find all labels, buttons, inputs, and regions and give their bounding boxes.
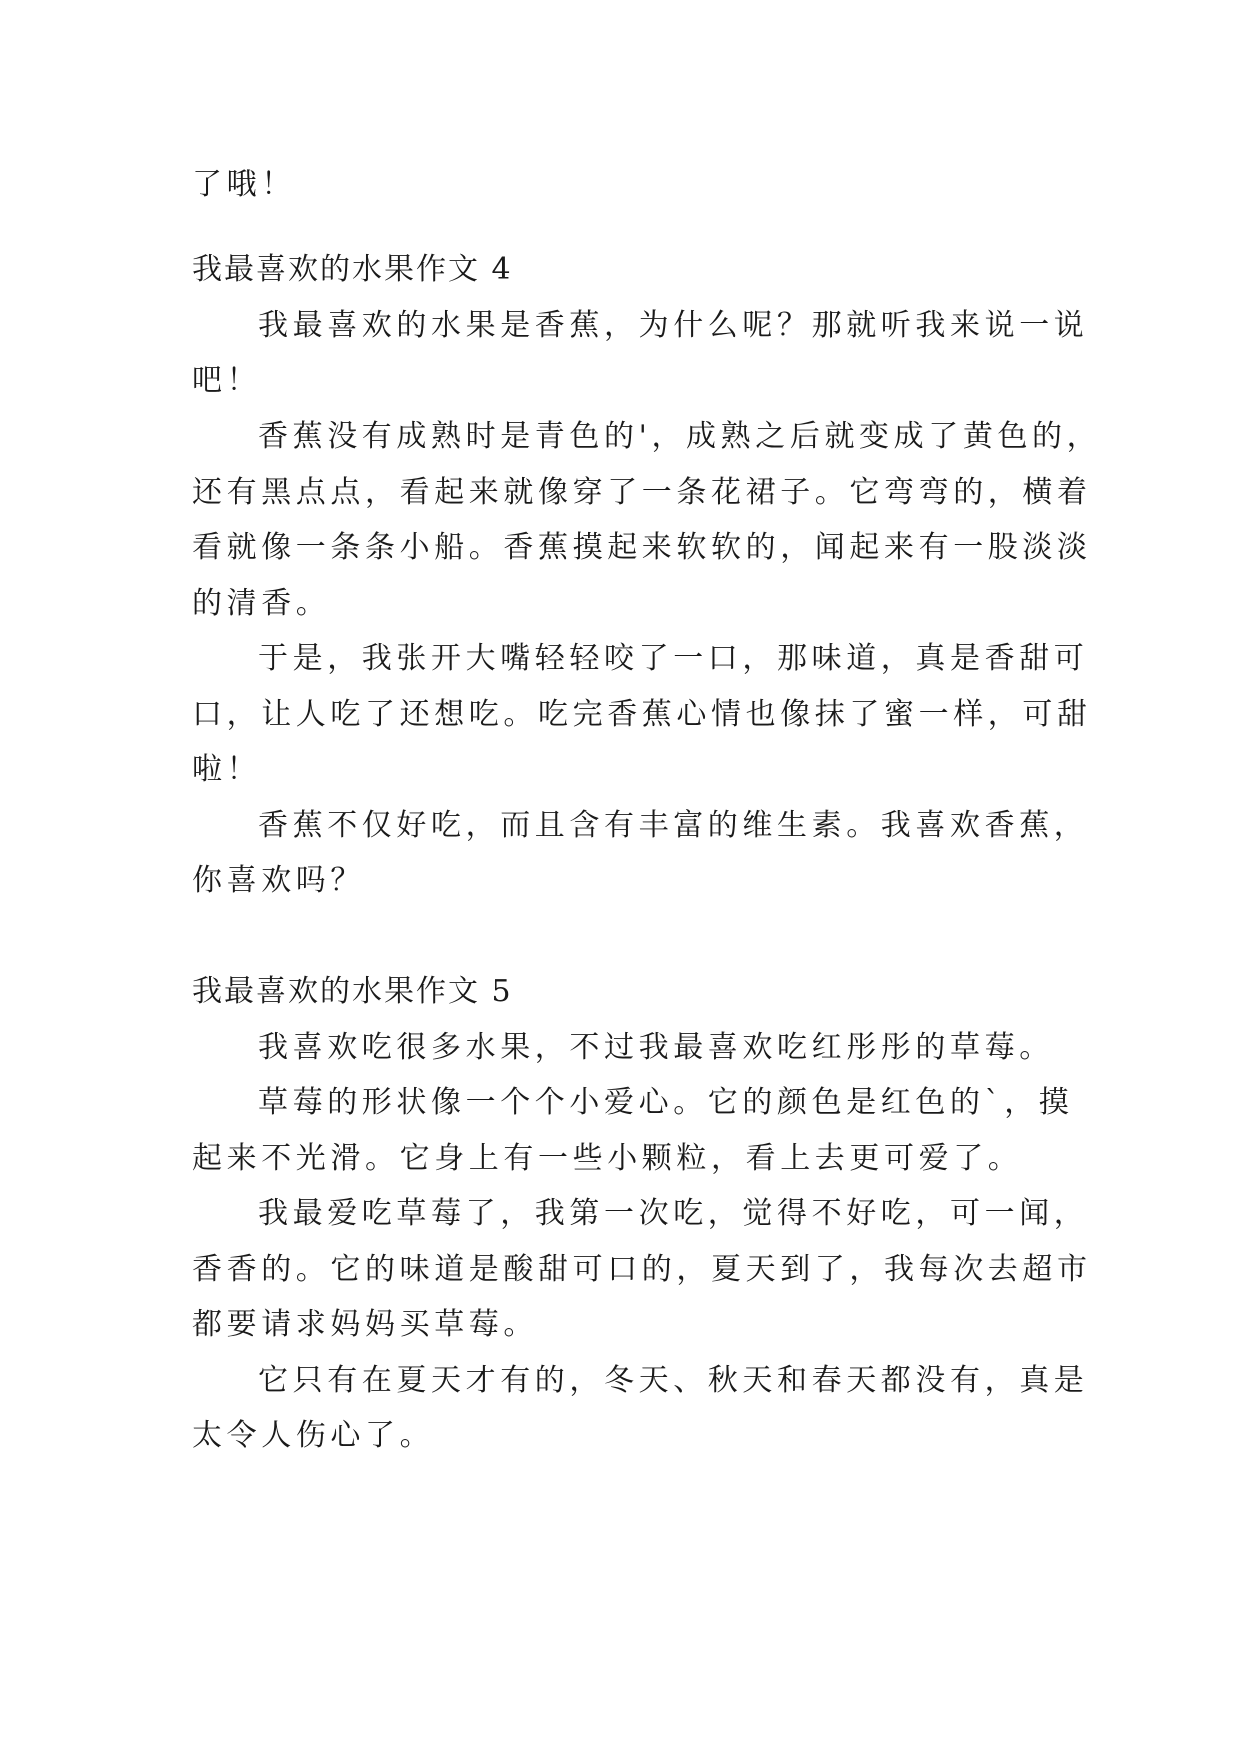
paragraph-line: 太令人伤心了。: [192, 1418, 435, 1453]
paragraph-line: 你喜欢吗？: [192, 863, 365, 898]
section-heading-4: 我最喜欢的水果作文 4: [192, 252, 513, 287]
paragraph-line: 还有黑点点，看起来就像穿了一条花裙子。它弯弯的，横着: [192, 475, 1092, 510]
paragraph-line: 于是，我张开大嘴轻轻咬了一口，那味道，真是香甜可: [258, 641, 1089, 676]
paragraph-line: 的清香。: [192, 586, 331, 621]
paragraph-line: 起来不光滑。它身上有一些小颗粒，看上去更可爱了。: [192, 1141, 1023, 1176]
paragraph-line: 香香的。它的味道是酸甜可口的，夏天到了，我每次去超市: [192, 1252, 1092, 1287]
paragraph-line: 它只有在夏天才有的，冬天、秋天和春天都没有，真是: [258, 1363, 1089, 1398]
paragraph-line: 吧！: [192, 363, 262, 398]
paragraph-line: 啦！: [192, 752, 262, 787]
paragraph-line: 香蕉没有成熟时是青色的'，成熟之后就变成了黄色的，: [258, 419, 1102, 454]
paragraph-line: 了哦！: [192, 167, 296, 202]
paragraph-line: 我最爱吃草莓了，我第一次吃，觉得不好吃，可一闻，: [258, 1196, 1089, 1231]
paragraph-line: 口，让人吃了还想吃。吃完香蕉心情也像抹了蜜一样，可甜: [192, 697, 1092, 732]
section-heading-5: 我最喜欢的水果作文 5: [192, 974, 513, 1009]
paragraph-line: 草莓的形状像一个个小爱心。它的颜色是红色的`，摸: [258, 1085, 1074, 1120]
paragraph-line: 我喜欢吃很多水果，不过我最喜欢吃红彤彤的草莓。: [258, 1030, 1054, 1065]
paragraph-line: 看就像一条条小船。香蕉摸起来软软的，闻起来有一股淡淡: [192, 530, 1092, 565]
paragraph-line: 香蕉不仅好吃，而且含有丰富的维生素。我喜欢香蕉，: [258, 808, 1089, 843]
paragraph-line: 都要请求妈妈买草莓。: [192, 1307, 538, 1342]
paragraph-line: 我最喜欢的水果是香蕉，为什么呢？那就听我来说一说: [258, 308, 1089, 343]
